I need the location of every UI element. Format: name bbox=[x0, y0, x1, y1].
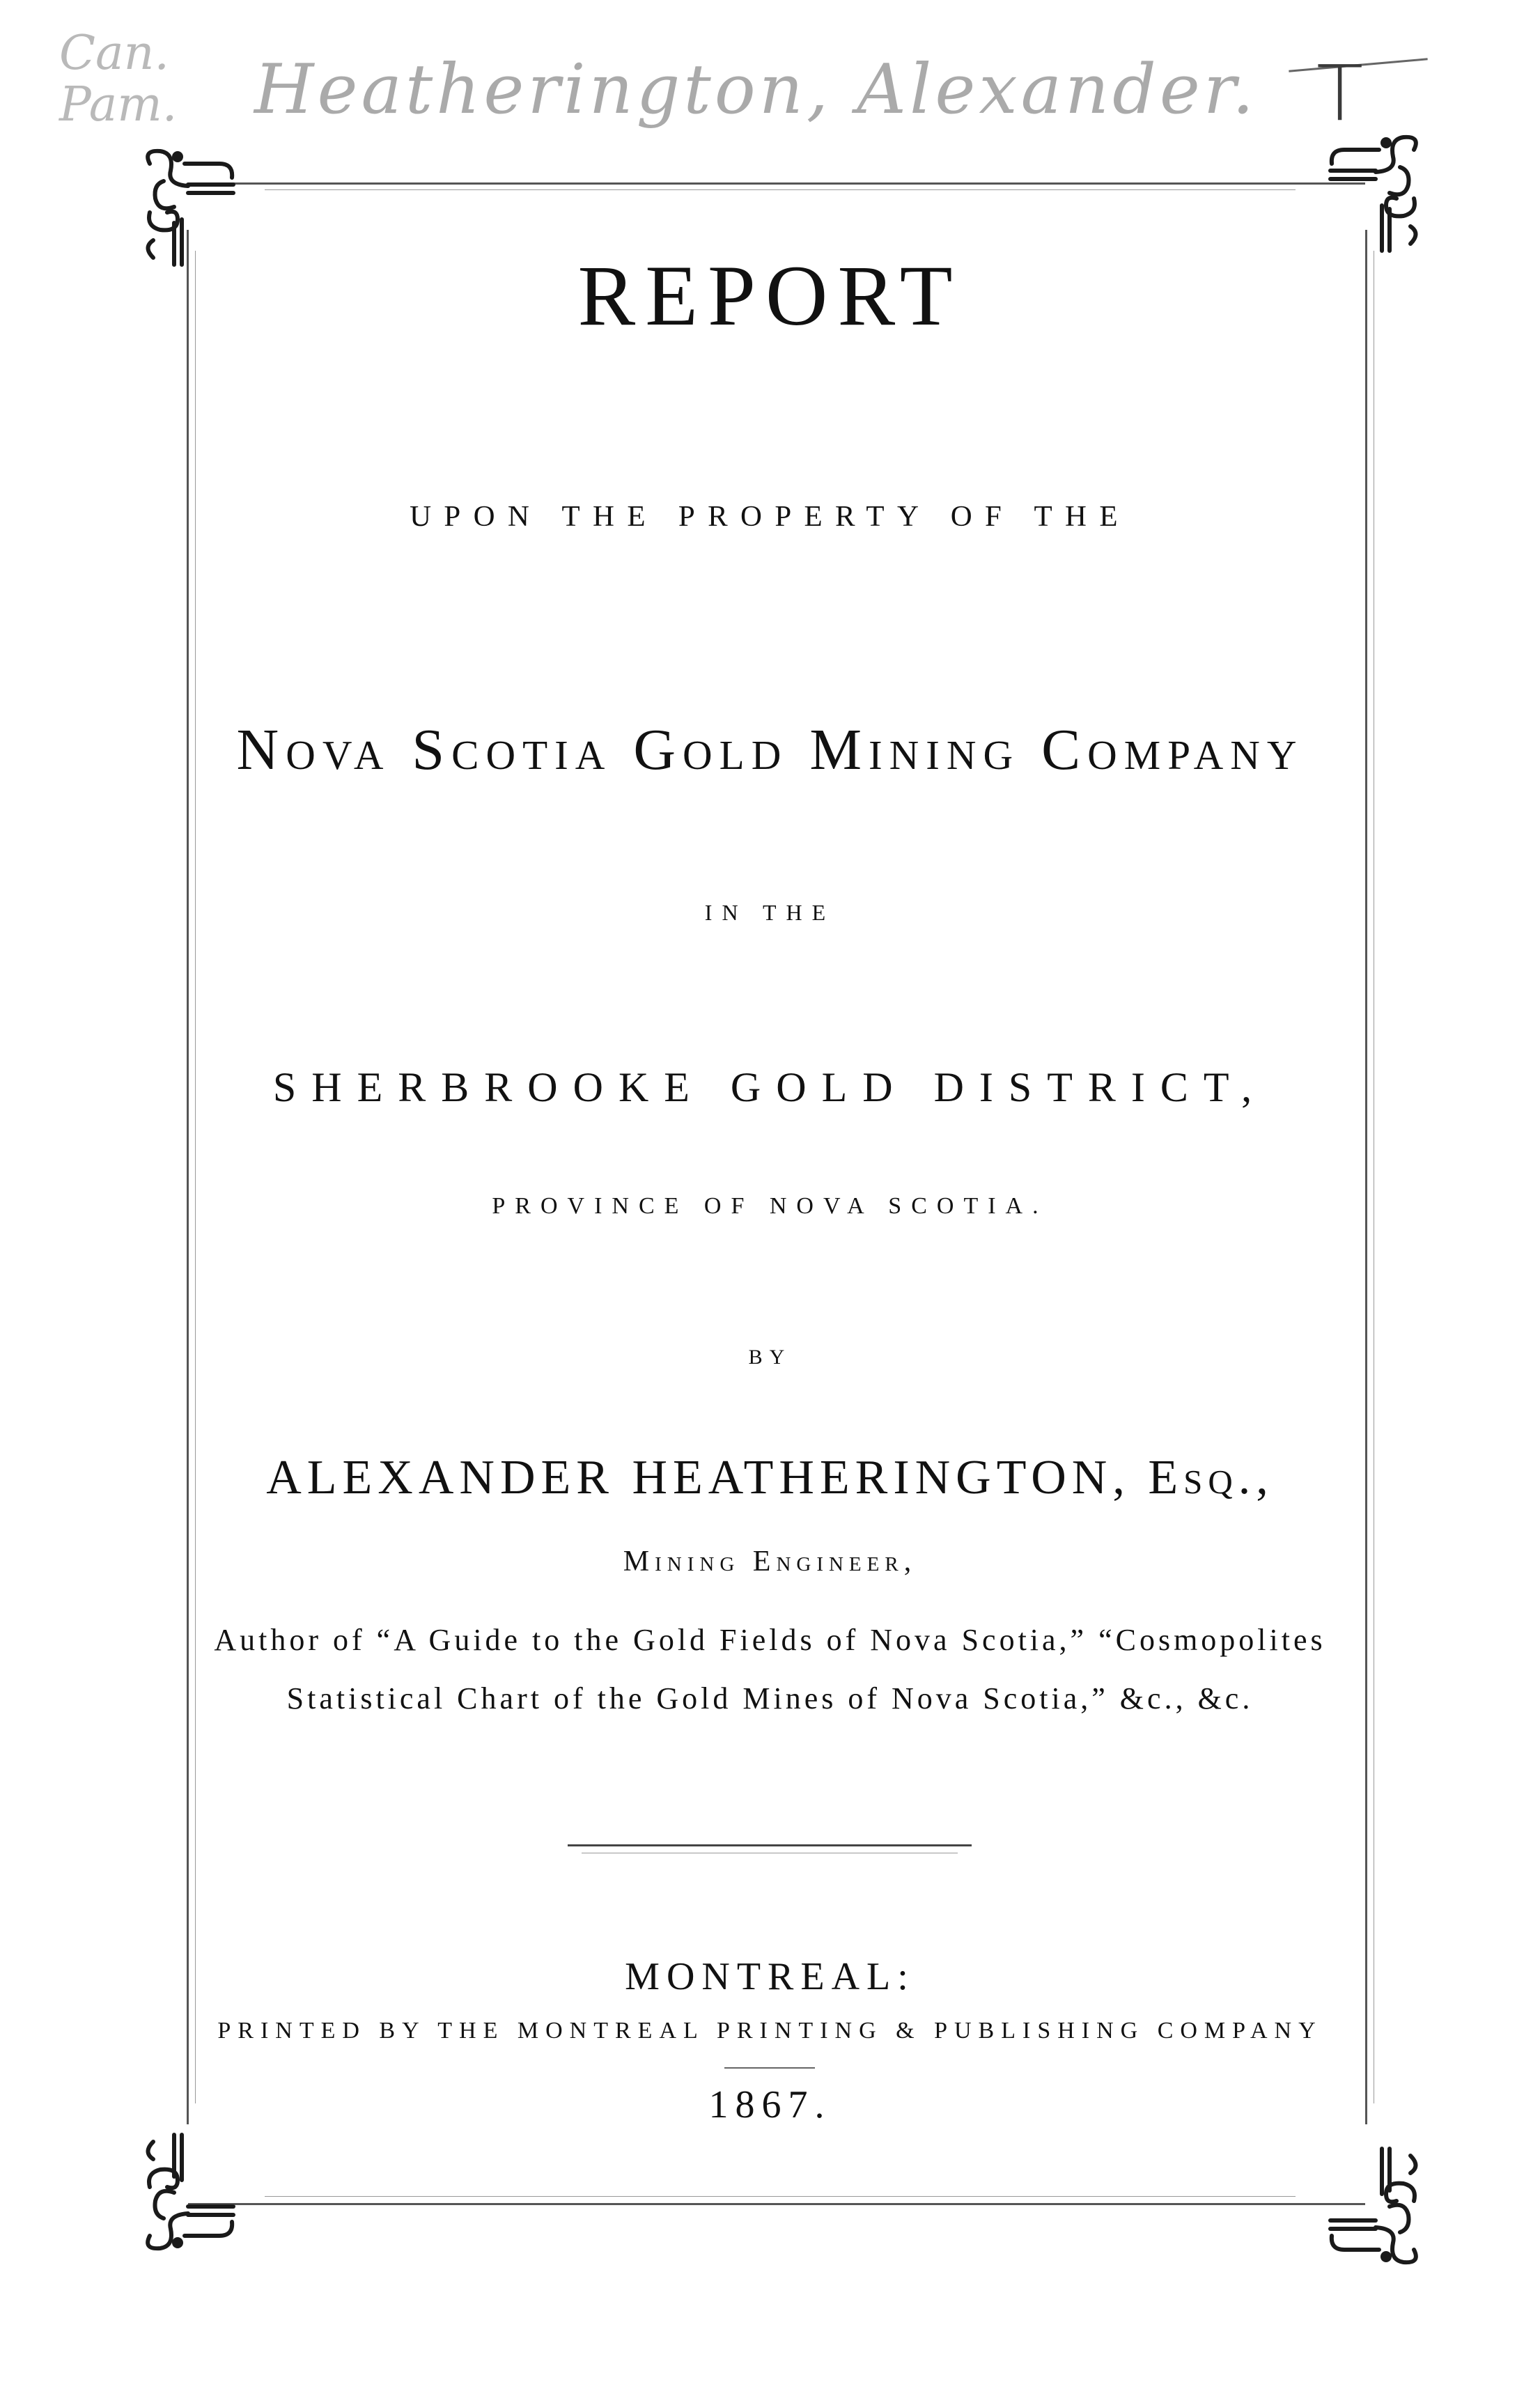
author-title: Mining Engineer, bbox=[623, 1546, 917, 1578]
imprint-printer: PRINTED BY THE MONTREAL PRINTING & PUBLISHING COMPANY bbox=[217, 2018, 1323, 2044]
bottom-left-ornament-icon bbox=[136, 2117, 275, 2257]
frame-top-line bbox=[188, 182, 1365, 185]
author-suffix: Esq., bbox=[1148, 1451, 1274, 1504]
bottom-right-ornament-icon bbox=[1289, 2131, 1428, 2271]
handwritten-mark: T bbox=[1316, 49, 1364, 138]
imprint-city: MONTREAL: bbox=[625, 1955, 915, 1998]
author-works-line-1: Author of “A Guide to the Gold Fields of Nova Scotia,” “Cosmopolites bbox=[214, 1623, 1326, 1657]
by-line: BY bbox=[748, 1346, 792, 1369]
author-works-line-2: Statistical Chart of the Gold Mines of Nova Scotia,” &c., &c. bbox=[286, 1681, 1254, 1715]
separator-rule bbox=[568, 1844, 972, 1846]
report-title: REPORT bbox=[577, 248, 963, 343]
imprint-short-rule bbox=[724, 2067, 815, 2069]
author-line bbox=[0, 1450, 1540, 1506]
province-name: PROVINCE OF NOVA SCOTIA. bbox=[492, 1193, 1048, 1219]
imprint-year: 1867. bbox=[708, 2083, 832, 2126]
frame-top-dotted-line bbox=[265, 189, 1296, 190]
upon-line: UPON THE PROPERTY OF THE bbox=[410, 501, 1130, 533]
in-the-line: IN THE bbox=[704, 900, 836, 925]
company-name: Nova Scotia Gold Mining Company bbox=[236, 717, 1304, 782]
author-name: ALEXANDER HEATHERINGTON, bbox=[266, 1451, 1130, 1504]
frame-bottom-dotted-line bbox=[265, 2196, 1296, 2197]
district-name: SHERBROOKE GOLD DISTRICT, bbox=[272, 1064, 1268, 1110]
frame-bottom-line bbox=[188, 2203, 1365, 2205]
handwritten-catalog-note: Can. Pam. bbox=[59, 26, 178, 132]
handwritten-author-note: Heatherington, Alexander. bbox=[254, 50, 1258, 130]
